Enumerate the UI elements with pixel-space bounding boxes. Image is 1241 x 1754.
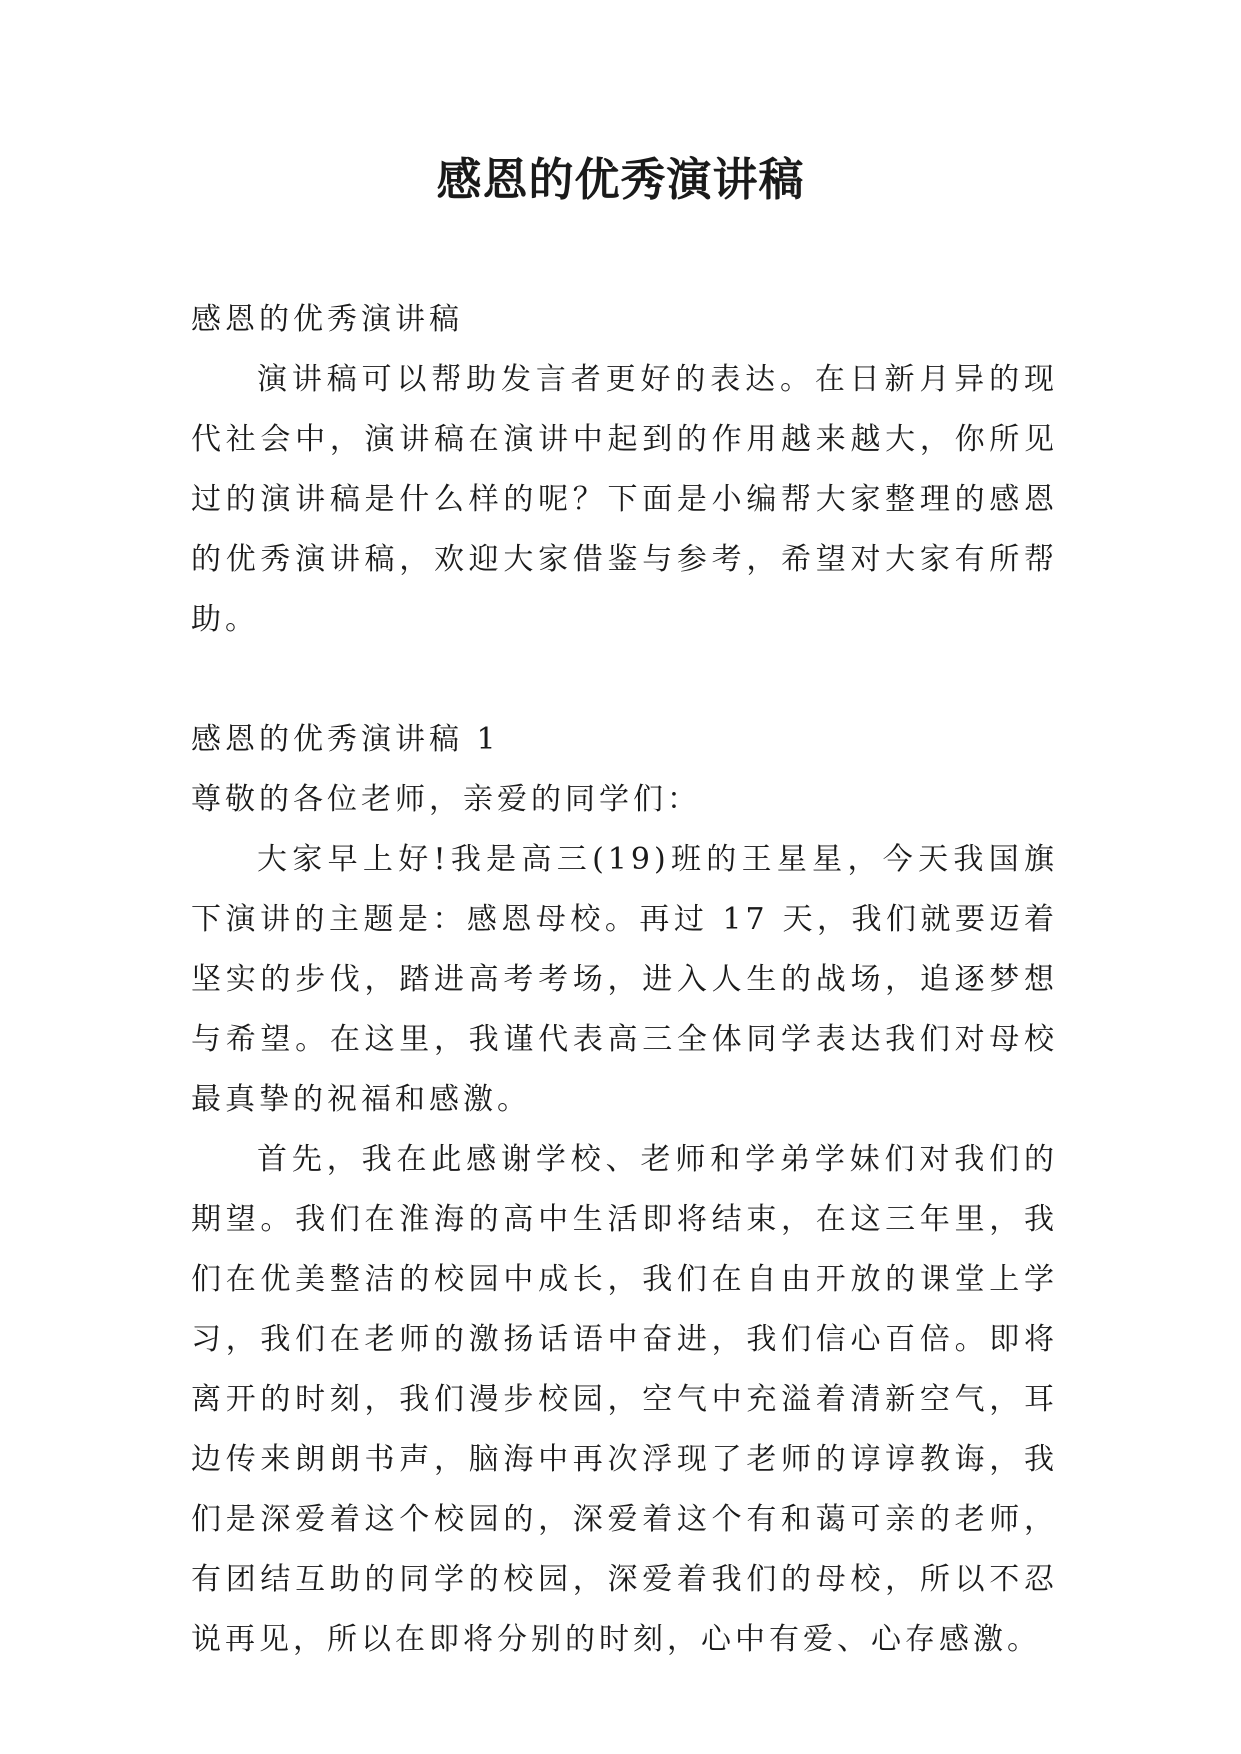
salutation: 尊敬的各位老师，亲爱的同学们： xyxy=(191,782,701,817)
intro-paragraph: 演讲稿可以帮助发言者更好的表达。在日新月异的现代社会中，演讲稿在演讲中起到的作用越来越大，你所见过的演讲稿是什么样的呢？下面是小编帮大家整理的感恩的优秀演讲稿，欢迎大家借鉴与参考，希望对大家有所帮助。 xyxy=(191,362,1058,637)
document-body xyxy=(191,290,1058,1670)
body-paragraph-1: 大家早上好!我是高三(19)班的王星星，今天我国旗下演讲的主题是：感恩母校。再过 17 天，我们就要迈着坚实的步伐，踏进高考考场，进入人生的战场，追逐梦想与希望。在这里，我谨代表高三全体同学表达我们对母校最真挚的祝福和感激。 xyxy=(191,842,1058,1117)
section-heading: 感恩的优秀演讲稿 1 xyxy=(191,722,500,757)
body-paragraph-2: 首先，我在此感谢学校、老师和学弟学妹们对我们的期望。我们在淮海的高中生活即将结束，在这三年里，我们在优美整洁的校园中成长，我们在自由开放的课堂上学习，我们在老师的激扬话语中奋进，我们信心百倍。即将离开的时刻，我们漫步校园，空气中充溢着清新空气，耳边传来朗朗书声，脑海中再次浮现了老师的谆谆教诲，我们是深爱着这个校园的，深爱着这个有和蔼可亲的老师，有团结互助的同学的校园，深爱着我们的母校，所以不忍说再见，所以在即将分别的时刻，心中有爱、心存感激。 xyxy=(191,1142,1058,1657)
paragraph-gap xyxy=(191,650,1058,710)
document-title: 感恩的优秀演讲稿 xyxy=(436,153,805,206)
document-subtitle: 感恩的优秀演讲稿 xyxy=(191,302,463,337)
